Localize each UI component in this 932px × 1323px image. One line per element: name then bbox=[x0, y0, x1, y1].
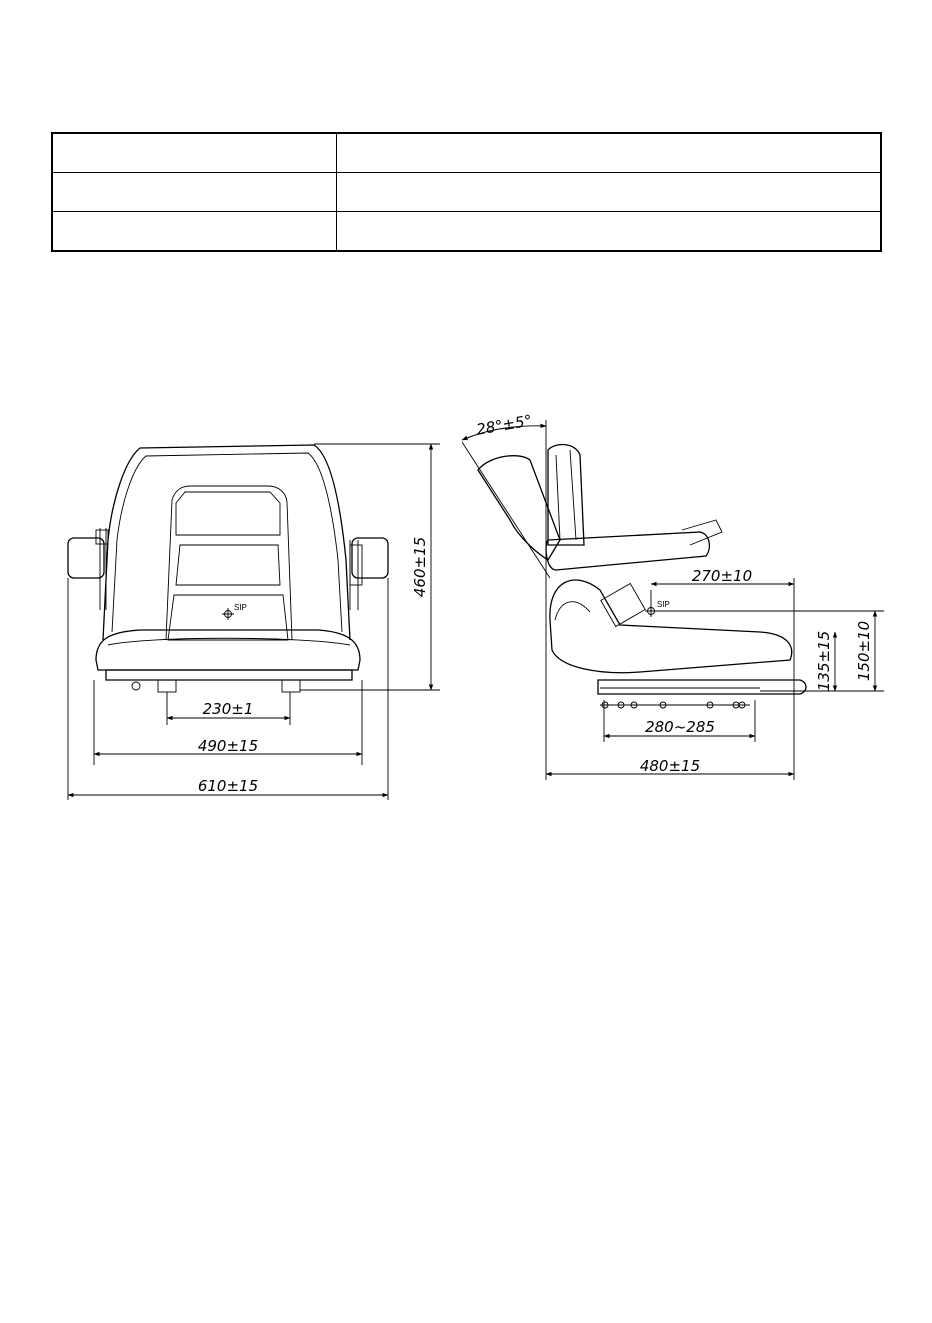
dim-seat-width: 490±15 bbox=[197, 737, 259, 755]
seat-belt-buckle bbox=[601, 584, 645, 627]
dim-sip-depth: 270±10 bbox=[691, 567, 753, 585]
sip-label-front: SIP bbox=[234, 603, 247, 612]
seat-cushion bbox=[96, 630, 360, 670]
front-view bbox=[68, 444, 440, 800]
dim-sip-height-max: 150±10 bbox=[855, 620, 873, 682]
armrest-side bbox=[546, 532, 709, 570]
armrest-right bbox=[352, 538, 388, 578]
mount-foot-right bbox=[282, 680, 300, 692]
dim-overall-depth: 480±15 bbox=[639, 757, 701, 775]
backrest-mid-panel bbox=[176, 545, 280, 585]
slide-rail bbox=[598, 680, 806, 694]
sip-marker-side bbox=[645, 600, 670, 617]
side-view bbox=[462, 411, 884, 780]
mount-holes bbox=[600, 702, 750, 708]
dim-height: 460±15 bbox=[411, 536, 429, 598]
backrest-upper-panel bbox=[176, 492, 280, 535]
dim-sip-height: 135±15 bbox=[815, 630, 833, 692]
sip-marker bbox=[222, 603, 247, 620]
dim-overall-width: 610±15 bbox=[197, 777, 259, 795]
dim-mount-width: 230±1 bbox=[202, 700, 254, 718]
mount-foot-left bbox=[158, 680, 176, 692]
backrest-upright bbox=[548, 445, 584, 545]
dim-slide-range: 280~285 bbox=[645, 718, 715, 736]
sip-label-side: SIP bbox=[657, 600, 670, 609]
dim-backrest-angle: 28°±5° bbox=[474, 411, 534, 439]
adjust-knob bbox=[132, 682, 140, 690]
seat-cushion-side bbox=[550, 580, 792, 673]
